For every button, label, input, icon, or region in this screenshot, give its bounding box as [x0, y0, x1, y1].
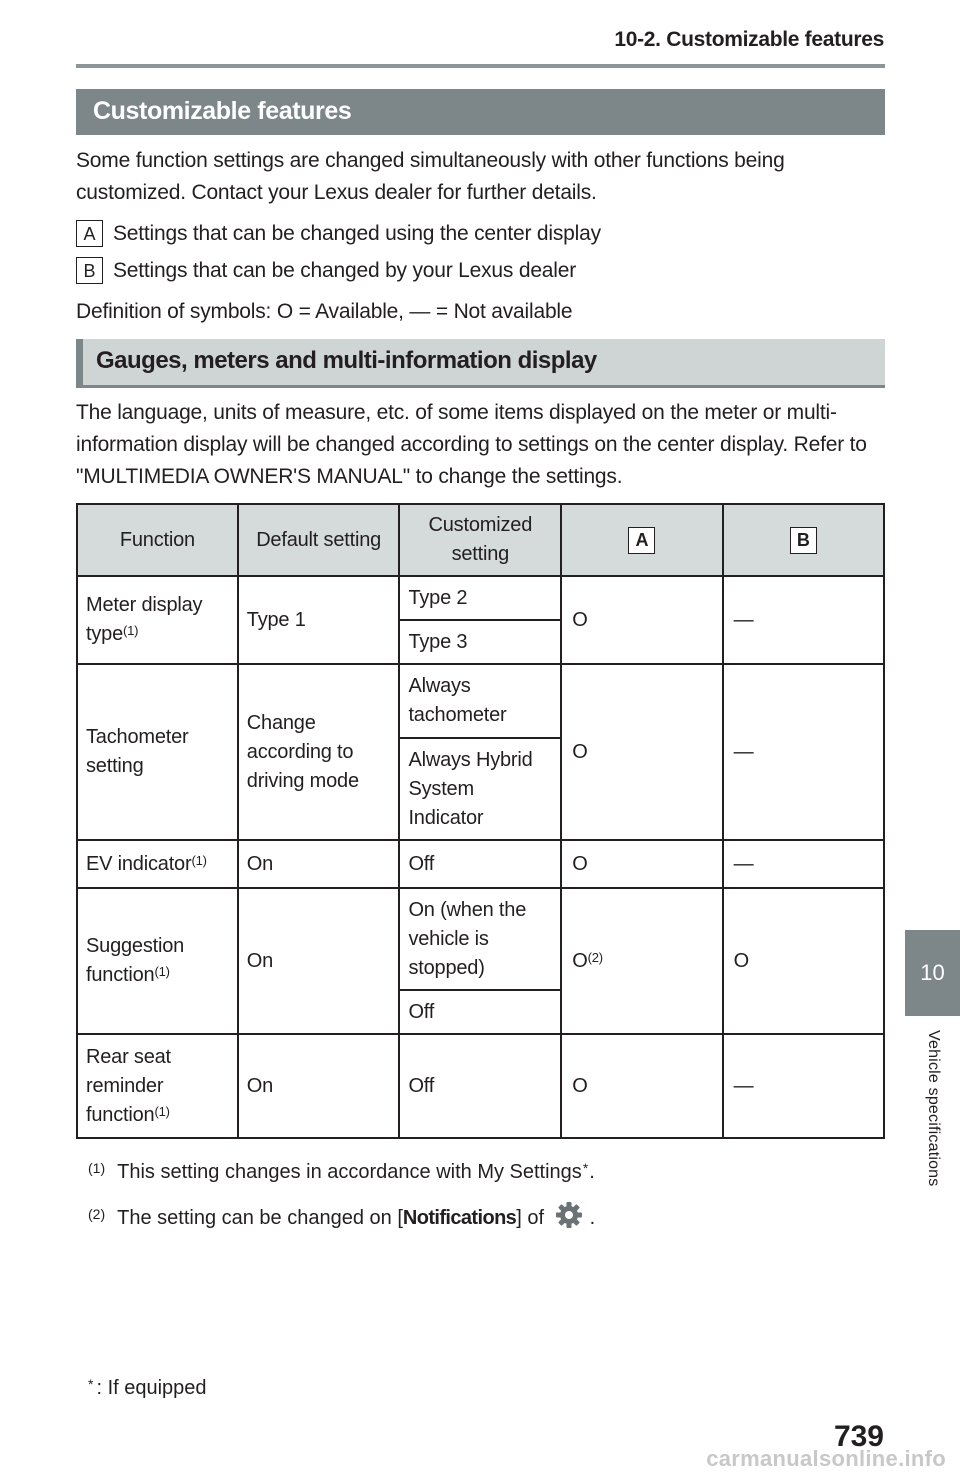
- table-row: [77, 576, 884, 620]
- cell-b: —: [723, 840, 884, 888]
- cell-default: On: [238, 840, 400, 888]
- footnote-ref: (2): [587, 949, 603, 965]
- footnote-star: *: [88, 1376, 94, 1392]
- footnote-ref: (1): [154, 964, 170, 979]
- function-text: EV indicator: [86, 852, 192, 875]
- cell-custom: Always Hybrid System Indicator: [399, 738, 561, 840]
- table-row: [77, 664, 884, 738]
- header-default: Default setting: [238, 504, 400, 576]
- cell-custom: Off: [399, 990, 561, 1034]
- cell-custom: Always tachometer: [399, 664, 561, 738]
- a-value: O: [572, 949, 588, 972]
- section-title-bar: [76, 89, 885, 135]
- cell-function: [77, 888, 238, 1034]
- note-2-mark: (2): [88, 1206, 106, 1222]
- cell-custom: On (when the vehicle is stopped): [399, 888, 561, 990]
- subsection-title: Gauges, meters and multi-information display: [96, 347, 597, 374]
- note-2-pre: The setting can be changed on [: [117, 1207, 403, 1229]
- cell-b: —: [723, 1034, 884, 1138]
- subsection-intro: The language, units of measure, etc. of some items displayed on the meter or multi-information display will be changed according to settings on the center display. Refer to "MULTIMEDIA OWNER'S MANUAL" to change the settings.: [76, 401, 867, 488]
- cell-custom: Off: [399, 840, 561, 888]
- header-b: [723, 504, 884, 576]
- footnote-ref: (1): [191, 852, 207, 868]
- cell-b: —: [723, 664, 884, 840]
- cell-a: O: [561, 840, 722, 888]
- cell-default: On: [238, 1034, 400, 1138]
- cell-a: [561, 888, 722, 1034]
- note-1: [88, 1158, 595, 1186]
- label-a-text: Settings that can be changed using the center display: [113, 222, 601, 245]
- subsection-accent: [76, 339, 83, 388]
- cell-a: O: [561, 1034, 722, 1138]
- label-b-box: B: [76, 257, 103, 284]
- cell-custom: Off: [399, 1034, 561, 1138]
- header-b-label: B: [790, 527, 817, 554]
- header-function: Function: [77, 504, 238, 576]
- table-row: [77, 1034, 884, 1138]
- note-2-mid: ] of: [516, 1207, 545, 1229]
- note-1-text: This setting changes in accordance with My Settings: [117, 1161, 582, 1183]
- cell-a: O: [561, 664, 722, 840]
- running-head: 10-2. Customizable features: [614, 28, 884, 51]
- section-title: Customizable features: [93, 97, 352, 125]
- settings-table: [76, 503, 885, 1139]
- footnote-text: : If equipped: [96, 1377, 207, 1399]
- page-number: 739: [833, 1420, 884, 1453]
- watermark: carmanualsonline.info: [706, 1446, 946, 1471]
- cell-default: Change according to driving mode: [238, 664, 400, 840]
- note-2-end: .: [589, 1207, 596, 1229]
- header-a-label: A: [628, 527, 655, 554]
- cell-custom: Type 2: [399, 576, 561, 620]
- function-text: Meter display type: [86, 594, 203, 645]
- cell-default: On: [238, 888, 400, 1034]
- note-2: [88, 1200, 595, 1232]
- cell-a: O: [561, 576, 722, 664]
- footnote-if-equipped: [88, 1374, 207, 1402]
- note-2-notifications: Notifications: [402, 1207, 517, 1229]
- header-customized: Customized setting: [399, 504, 561, 576]
- note-1-mark: (1): [88, 1160, 106, 1176]
- cell-b: —: [723, 576, 884, 664]
- chapter-tab: 10: [905, 930, 960, 1016]
- cell-b: O: [723, 888, 884, 1034]
- function-text: Rear seat reminder function: [86, 1045, 171, 1126]
- chapter-label: Vehicle specifications: [925, 1030, 942, 1187]
- table-header-row: [77, 504, 884, 576]
- gear-icon: [554, 1200, 584, 1230]
- note-1-star: *: [582, 1160, 589, 1176]
- header-rule: [76, 64, 885, 68]
- table-row: [77, 840, 884, 888]
- label-a-box: A: [76, 220, 103, 247]
- cell-function: [77, 576, 238, 664]
- footnote-ref: (1): [123, 623, 139, 638]
- cell-function: Tachometer setting: [77, 664, 238, 840]
- subsection-title-bar: [76, 339, 885, 388]
- note-1-end: .: [589, 1161, 595, 1183]
- function-text: Suggestion function: [86, 935, 185, 986]
- footnote-ref: (1): [154, 1103, 170, 1119]
- intro-paragraph: Some function settings are changed simultaneously with other functions being customized. Contact your Lexus dealer for further details.: [76, 149, 785, 204]
- cell-function: [77, 1034, 238, 1138]
- header-a: [561, 504, 722, 576]
- label-b-text: Settings that can be changed by your Lexus dealer: [113, 259, 577, 282]
- cell-default: Type 1: [238, 576, 400, 664]
- symbol-definition: Definition of symbols: O = Available, — = Not available: [76, 300, 573, 323]
- table-row: [77, 888, 884, 990]
- cell-custom: Type 3: [399, 620, 561, 664]
- cell-function: [77, 840, 238, 888]
